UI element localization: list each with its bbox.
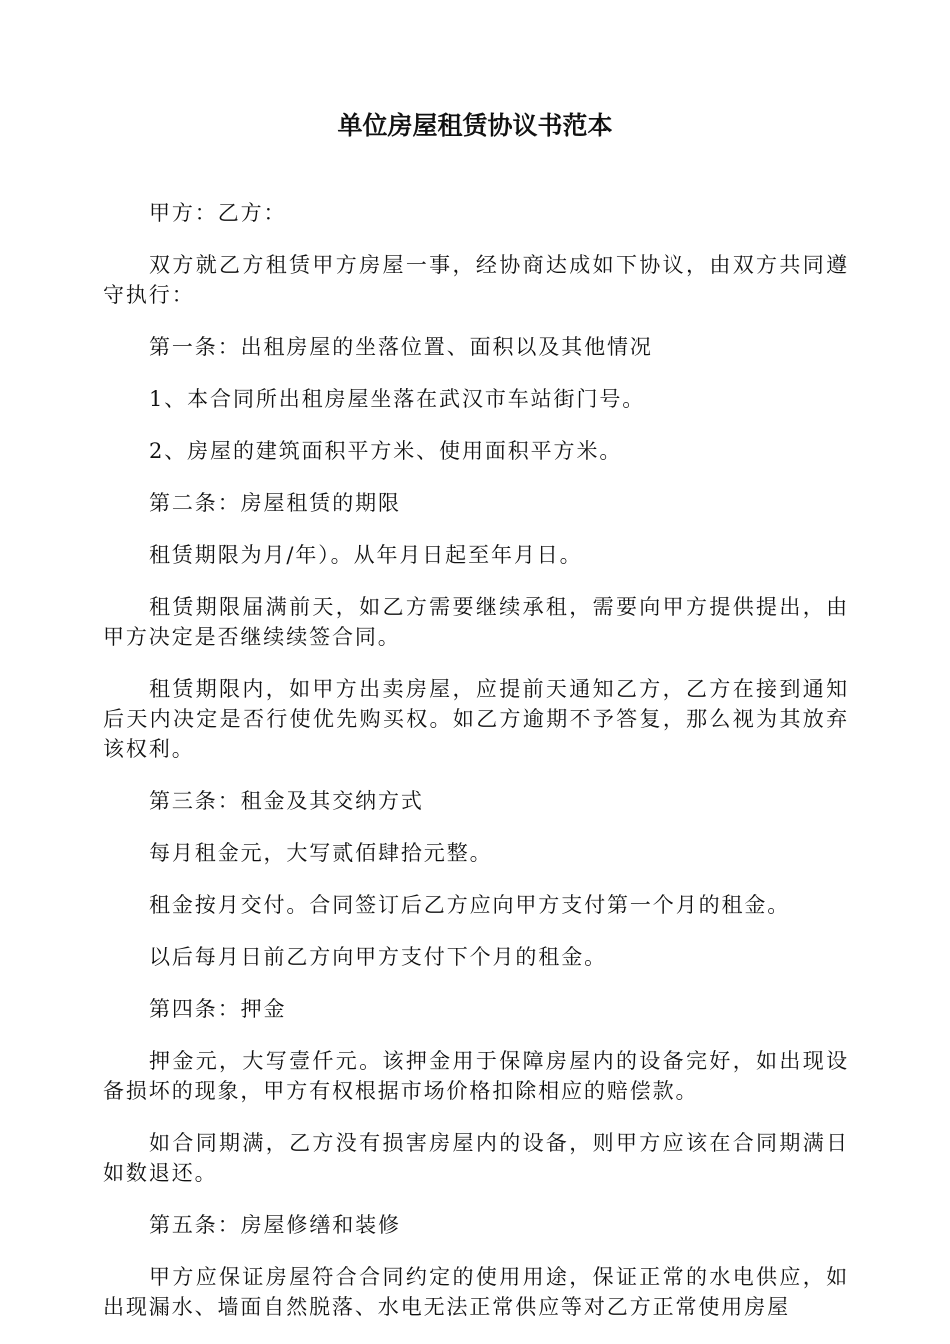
article-3-paragraph-1: 每月租金元，大写贰佰肆拾元整。 xyxy=(149,841,493,865)
article-1-heading: 第一条：出租房屋的坐落位置、面积以及其他情况 xyxy=(149,335,653,359)
article-4-paragraph-1: 押金元，大写壹仟元。该押金用于保障房屋内的设备完好，如出现设备损坏的现象，甲方有权根据市场价格扣除相应的赔偿款。 xyxy=(103,1049,849,1103)
article-4-heading: 第四条：押金 xyxy=(149,997,287,1021)
article-1-item-2: 2、房屋的建筑面积平方米、使用面积平方米。 xyxy=(149,439,623,463)
article-2-paragraph-2: 租赁期限届满前天，如乙方需要继续承租，需要向甲方提供提出，由甲方决定是否继续续签合同。 xyxy=(103,595,849,649)
document-title: 单位房屋租赁协议书范本 xyxy=(337,111,613,140)
article-2-paragraph-3: 租赁期限内，如甲方出卖房屋，应提前天通知乙方，乙方在接到通知后天内决定是否行使优先购买权。如乙方逾期不予答复，那么视为其放弃该权利。 xyxy=(103,677,849,761)
article-2-paragraph-1: 租赁期限为月/年）。从年月日起至年月日。 xyxy=(149,543,583,567)
document-body xyxy=(103,198,849,1344)
article-4-paragraph-2: 如合同期满，乙方没有损害房屋内的设备，则甲方应该在合同期满日如数退还。 xyxy=(103,1131,849,1185)
article-5-paragraph-1: 甲方应保证房屋符合合同约定的使用用途，保证正常的水电供应，如出现漏水、墙面自然脱落、水电无法正常供应等对乙方正常使用房屋 xyxy=(103,1265,849,1319)
article-3-heading: 第三条：租金及其交纳方式 xyxy=(149,789,424,813)
article-2-heading: 第二条：房屋租赁的期限 xyxy=(149,491,401,515)
article-1-item-1: 1、本合同所出租房屋坐落在武汉市车站街门号。 xyxy=(149,387,646,411)
article-3-paragraph-2: 租金按月交付。合同签订后乙方应向甲方支付第一个月的租金。 xyxy=(149,893,791,917)
party-line: 甲方：乙方： xyxy=(149,201,287,225)
intro-paragraph: 双方就乙方租赁甲方房屋一事，经协商达成如下协议，由双方共同遵守执行： xyxy=(103,253,849,307)
article-5-heading: 第五条：房屋修缮和装修 xyxy=(149,1213,401,1237)
article-3-paragraph-3: 以后每月日前乙方向甲方支付下个月的租金。 xyxy=(149,945,607,969)
